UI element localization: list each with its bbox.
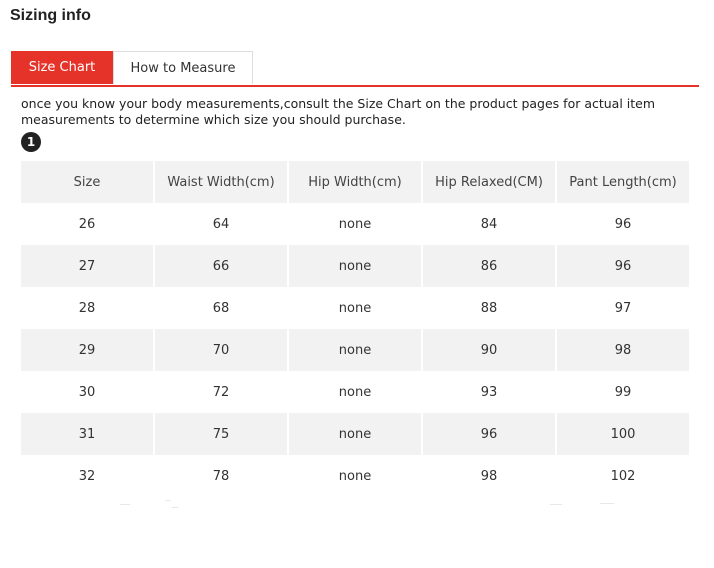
- tab-bar: [11, 51, 699, 87]
- table-row: [21, 413, 689, 455]
- faint-mark: [165, 500, 171, 501]
- table-cell: 98: [423, 455, 555, 497]
- table-cell: none: [289, 413, 421, 455]
- table-cell: none: [289, 203, 421, 245]
- table-cell: none: [289, 329, 421, 371]
- table-row: [21, 245, 689, 287]
- tab-size-chart[interactable]: Size Chart: [11, 51, 113, 84]
- faint-divider-marks: [0, 500, 714, 508]
- column-header-size: Size: [21, 161, 153, 203]
- table-row: [21, 203, 689, 245]
- table-cell: 27: [21, 245, 153, 287]
- faint-mark: [600, 503, 614, 504]
- faint-mark: [120, 504, 130, 505]
- table-cell: 32: [21, 455, 153, 497]
- table-cell: 96: [423, 413, 555, 455]
- table-cell: 88: [423, 287, 555, 329]
- step-number-badge: 1: [21, 132, 41, 152]
- table-cell: 75: [155, 413, 287, 455]
- table-cell: 86: [423, 245, 555, 287]
- table-cell: 29: [21, 329, 153, 371]
- table-cell: 84: [423, 203, 555, 245]
- size-chart-table: [19, 161, 691, 497]
- table-cell: 64: [155, 203, 287, 245]
- table-cell: none: [289, 455, 421, 497]
- table-header-row: [21, 161, 689, 203]
- table-row: [21, 371, 689, 413]
- faint-mark: [172, 507, 178, 508]
- table-row: [21, 329, 689, 371]
- table-cell: 78: [155, 455, 287, 497]
- table-cell: 98: [557, 329, 689, 371]
- table-cell: none: [289, 371, 421, 413]
- table-cell: 90: [423, 329, 555, 371]
- column-header-hip-width: Hip Width(cm): [289, 161, 421, 203]
- table-cell: 102: [557, 455, 689, 497]
- table-row: [21, 287, 689, 329]
- table-cell: 96: [557, 203, 689, 245]
- column-header-waist-width: Waist Width(cm): [155, 161, 287, 203]
- table-cell: 93: [423, 371, 555, 413]
- intro-text: once you know your body measurements,consult the Size Chart on the product pages for actual item measurements to determine which size you should purchase.: [21, 96, 656, 127]
- table-cell: none: [289, 245, 421, 287]
- faint-mark: [550, 504, 562, 505]
- table-cell: 96: [557, 245, 689, 287]
- table-cell: 100: [557, 413, 689, 455]
- column-header-hip-relaxed: Hip Relaxed(CM): [423, 161, 555, 203]
- table-cell: none: [289, 287, 421, 329]
- table-cell: 28: [21, 287, 153, 329]
- table-cell: 72: [155, 371, 287, 413]
- table-cell: 66: [155, 245, 287, 287]
- table-cell: 31: [21, 413, 153, 455]
- table-cell: 26: [21, 203, 153, 245]
- tab-how-to-measure[interactable]: How to Measure: [113, 51, 253, 84]
- table-cell: 99: [557, 371, 689, 413]
- table-cell: 97: [557, 287, 689, 329]
- table-cell: 68: [155, 287, 287, 329]
- page-title: Sizing info: [10, 7, 91, 24]
- table-cell: 30: [21, 371, 153, 413]
- column-header-pant-length: Pant Length(cm): [557, 161, 689, 203]
- table-row: [21, 455, 689, 497]
- table-cell: 70: [155, 329, 287, 371]
